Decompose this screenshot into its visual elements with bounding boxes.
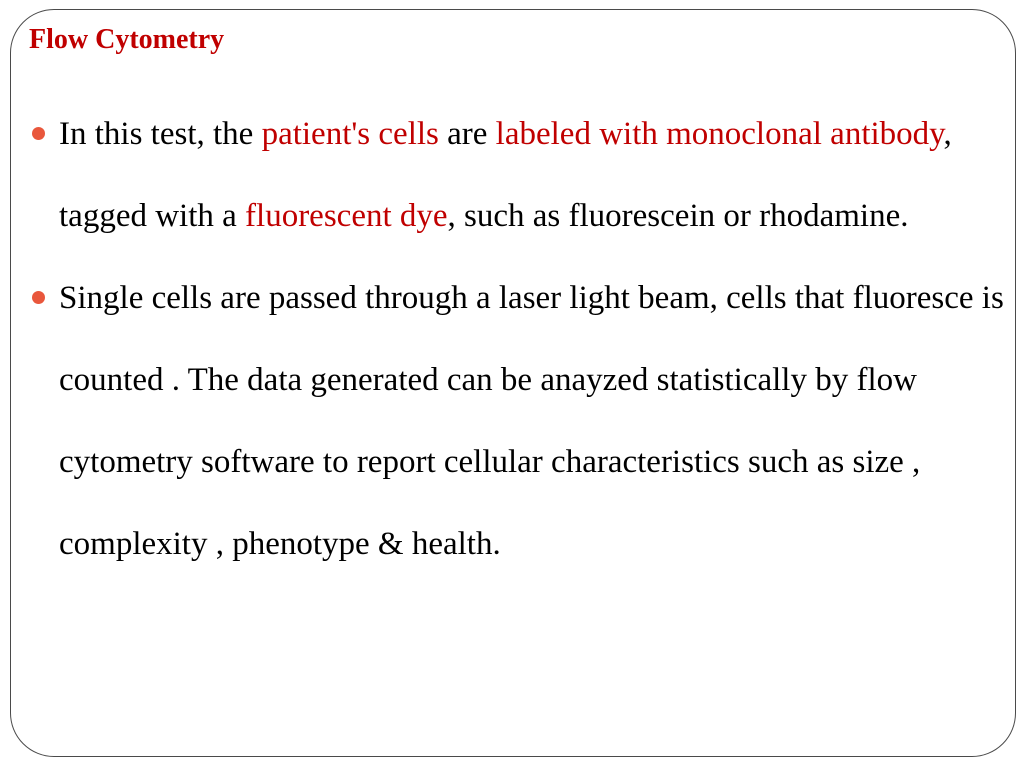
highlight-text-segment: labeled with monoclonal antibody [495,116,944,152]
bullet-item-2 [29,257,1009,585]
bullet-list [29,93,1009,585]
bullet-dot-icon [32,127,45,140]
bullet-text-segment: Single cells are passed through a laser light beam, cells that fluoresce is counted . The data generated can be anayzed statistically by flow cytometry software to report cellular characteristics such as size , complexity , phenotype & health. [59,280,1004,562]
bullet-dot-icon [32,291,45,304]
bullet-text-segment: , tagged with a [59,116,952,234]
highlight-text-segment: fluorescent dye [245,198,448,234]
slide-title: Flow Cytometry [29,24,225,55]
bullet-item-1 [29,93,1009,257]
bullet-text-segment: are [438,116,496,152]
highlight-text-segment: patient's cells [261,116,439,152]
bullet-text-segment: , such as fluorescein or rhodamine. [447,198,909,234]
bullet-text-segment: In this test, the [59,116,262,152]
slide-frame [10,9,1016,757]
